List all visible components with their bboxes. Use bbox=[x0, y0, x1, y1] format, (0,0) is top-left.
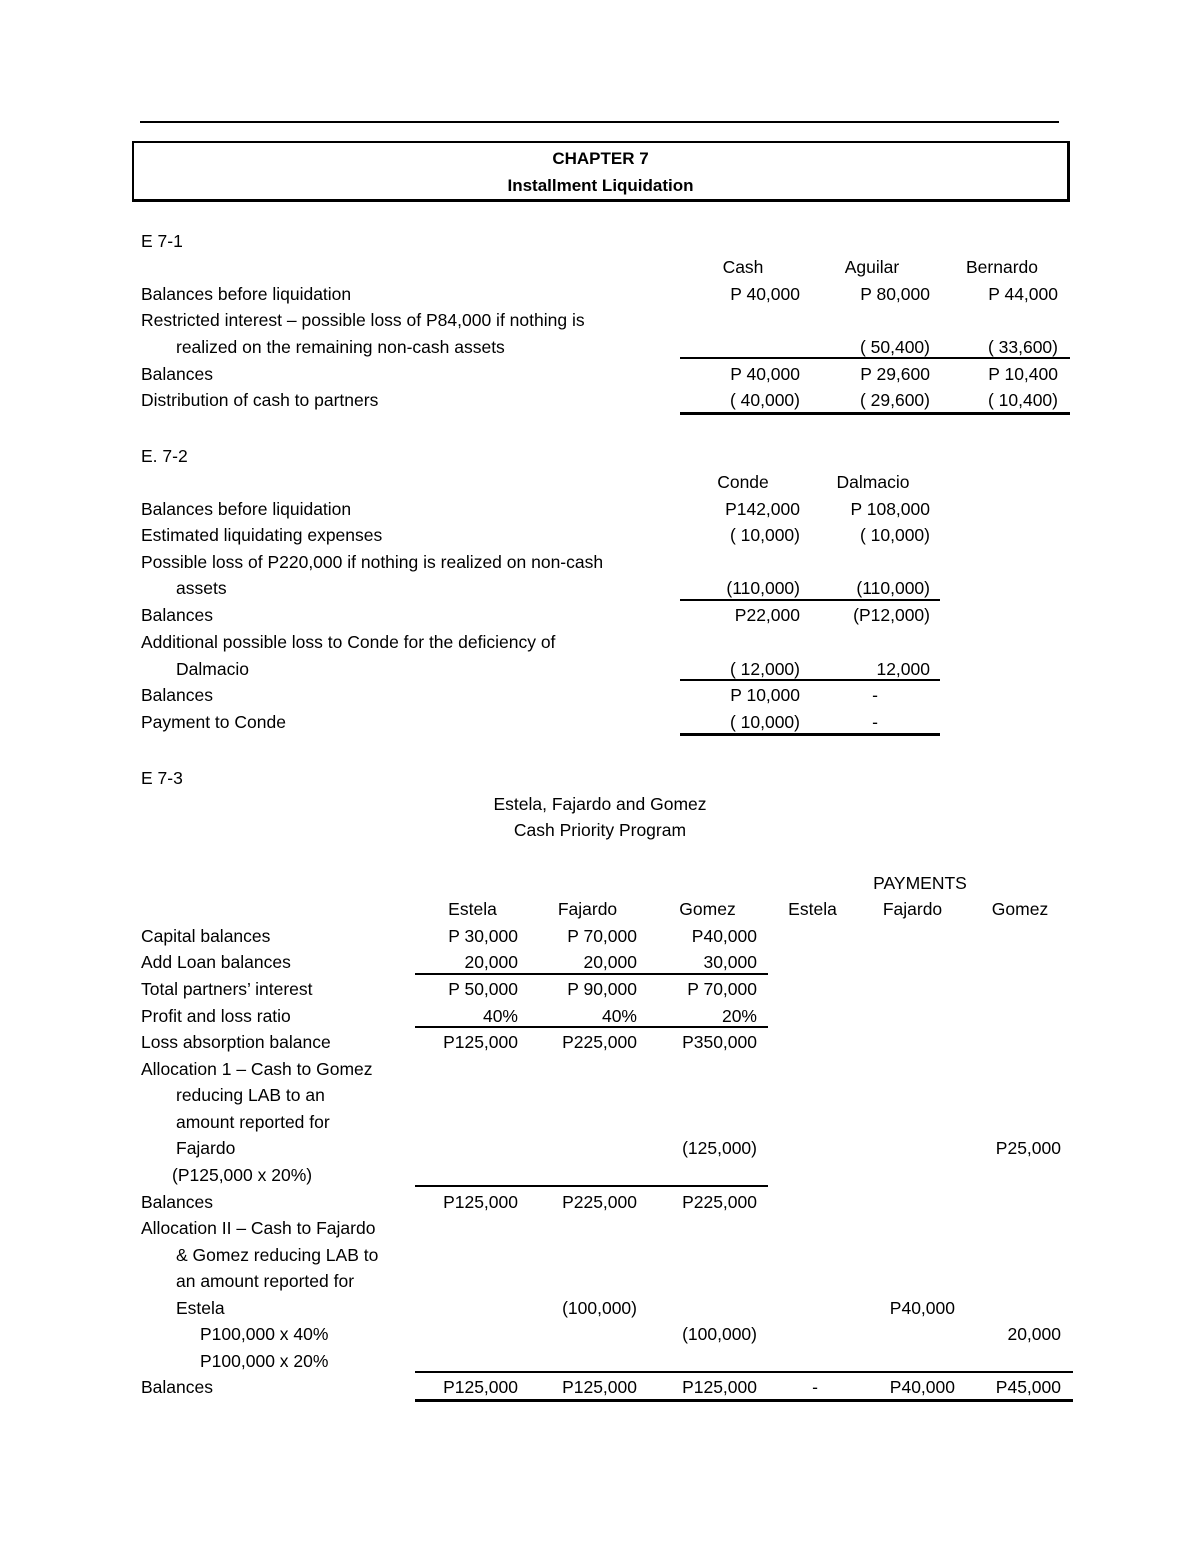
e73-col-pay-estela: Estela bbox=[788, 899, 837, 919]
e72-row-label: Estimated liquidating expenses bbox=[141, 525, 383, 545]
e73-cell: 20,000 bbox=[1007, 1324, 1061, 1344]
e73-row-label: Balances bbox=[141, 1192, 213, 1212]
e73-row-label: Allocation 1 – Cash to Gomez bbox=[141, 1059, 373, 1079]
e73-subtitle: Cash Priority Program bbox=[513, 820, 687, 840]
e72-col-conde: Conde bbox=[717, 472, 769, 492]
e73-row-label: reducing LAB to an bbox=[176, 1085, 325, 1105]
e73-cell: 20,000 bbox=[583, 952, 637, 972]
e71-cell: P 10,400 bbox=[988, 364, 1058, 384]
e73-row-label: Allocation II – Cash to Fajardo bbox=[141, 1218, 376, 1238]
e73-cell: P40,000 bbox=[691, 926, 757, 946]
e73-cell: P40,000 bbox=[889, 1298, 955, 1318]
e72-total-rule bbox=[680, 733, 940, 736]
e73-cell: P 90,000 bbox=[567, 979, 637, 999]
e71-row-label: Balances before liquidation bbox=[141, 284, 352, 304]
e73-col-pay-fajardo: Fajardo bbox=[882, 899, 943, 919]
chapter-title: Installment Liquidation bbox=[507, 176, 694, 195]
e72-cell: P142,000 bbox=[725, 499, 800, 519]
e71-cell: P 80,000 bbox=[860, 284, 930, 304]
e71-cell: P 40,000 bbox=[730, 284, 800, 304]
e72-cell: ( 12,000) bbox=[729, 659, 800, 679]
e71-col-cash: Cash bbox=[722, 257, 764, 277]
e73-subtotal-rule bbox=[415, 1185, 768, 1187]
e73-cell: P125,000 bbox=[562, 1377, 637, 1397]
e71-col-bernardo: Bernardo bbox=[966, 257, 1038, 277]
e72-cell: P22,000 bbox=[734, 605, 800, 625]
e73-cell: P 70,000 bbox=[567, 926, 637, 946]
e73-row-label: Balances bbox=[141, 1377, 213, 1397]
e73-cell: 40% bbox=[601, 1006, 637, 1026]
e71-label: E 7-1 bbox=[141, 231, 183, 251]
e72-label: E. 7-2 bbox=[141, 446, 188, 466]
e73-row-label: Estela bbox=[176, 1298, 225, 1318]
e73-cell: 20% bbox=[721, 1006, 757, 1026]
e71-row-label: Balances bbox=[141, 364, 213, 384]
e72-row-label: Payment to Conde bbox=[141, 712, 286, 732]
e73-total-rule bbox=[415, 1399, 1073, 1402]
e73-row-label: Profit and loss ratio bbox=[141, 1006, 291, 1026]
e73-cell: P40,000 bbox=[889, 1377, 955, 1397]
e71-cell: P 29,600 bbox=[860, 364, 930, 384]
e71-col-aguilar: Aguilar bbox=[844, 257, 900, 277]
e72-cell: ( 10,000) bbox=[859, 525, 930, 545]
e72-cell: (110,000) bbox=[726, 578, 800, 598]
e73-cell: P 70,000 bbox=[687, 979, 757, 999]
e73-cell: (125,000) bbox=[682, 1138, 757, 1158]
e73-row-label: P100,000 x 20% bbox=[200, 1351, 329, 1371]
e71-row-label: realized on the remaining non-cash assets bbox=[176, 337, 505, 357]
e71-cell: ( 33,600) bbox=[987, 337, 1058, 357]
e71-cell: ( 40,000) bbox=[729, 390, 800, 410]
e73-row-label: Loss absorption balance bbox=[141, 1032, 331, 1052]
e72-cell: P 10,000 bbox=[730, 685, 800, 705]
e73-cell: P225,000 bbox=[562, 1192, 637, 1212]
e72-cell: - bbox=[872, 685, 878, 705]
e73-cell: P25,000 bbox=[995, 1138, 1061, 1158]
e72-row-label: Dalmacio bbox=[176, 659, 249, 679]
e72-col-dalmacio: Dalmacio bbox=[836, 472, 910, 492]
e72-cell: 12,000 bbox=[876, 659, 930, 679]
e73-cell: 20,000 bbox=[464, 952, 518, 972]
e73-col-fajardo: Fajardo bbox=[557, 899, 618, 919]
e73-row-label: Fajardo bbox=[176, 1138, 236, 1158]
e71-cell: P 44,000 bbox=[988, 284, 1058, 304]
e73-cell: P125,000 bbox=[443, 1377, 518, 1397]
e72-subtotal-rule bbox=[680, 679, 940, 681]
e73-cell: P 30,000 bbox=[448, 926, 518, 946]
e73-row-label: amount reported for bbox=[176, 1112, 330, 1132]
e73-cell: P45,000 bbox=[995, 1377, 1061, 1397]
e73-cell: (100,000) bbox=[682, 1324, 757, 1344]
chapter-label: CHAPTER 7 bbox=[552, 149, 649, 168]
e73-row-label: P100,000 x 40% bbox=[200, 1324, 329, 1344]
e73-row-label: Add Loan balances bbox=[141, 952, 291, 972]
e73-row-label: (P125,000 x 20%) bbox=[172, 1165, 313, 1185]
e73-label: E 7-3 bbox=[141, 768, 183, 788]
e72-row-label: assets bbox=[176, 578, 227, 598]
e72-row-label: Possible loss of P220,000 if nothing is realized on non-cash bbox=[141, 552, 604, 572]
e72-cell: (P12,000) bbox=[853, 605, 930, 625]
e72-cell: P 108,000 bbox=[850, 499, 930, 519]
e73-payments-label: PAYMENTS bbox=[873, 873, 967, 893]
e71-cell: ( 29,600) bbox=[859, 390, 930, 410]
e72-row-label: Balances bbox=[141, 605, 213, 625]
e71-cell: ( 50,400) bbox=[859, 337, 930, 357]
chapter-title-box bbox=[132, 141, 1070, 202]
e73-cell: P225,000 bbox=[682, 1192, 757, 1212]
e71-cell: P 40,000 bbox=[730, 364, 800, 384]
e72-cell: ( 10,000) bbox=[729, 525, 800, 545]
e73-col-estela: Estela bbox=[448, 899, 497, 919]
e73-col-pay-gomez: Gomez bbox=[991, 899, 1049, 919]
e73-row-label: & Gomez reducing LAB to bbox=[176, 1245, 379, 1265]
e73-row-label: an amount reported for bbox=[176, 1271, 355, 1291]
e73-cell: P125,000 bbox=[443, 1192, 518, 1212]
top-rule bbox=[140, 121, 1059, 123]
e73-subtotal-rule bbox=[415, 1026, 768, 1028]
e72-row-label: Balances bbox=[141, 685, 213, 705]
e73-title: Estela, Fajardo and Gomez bbox=[493, 794, 707, 814]
e71-row-label: Distribution of cash to partners bbox=[141, 390, 379, 410]
e73-cell: P125,000 bbox=[443, 1032, 518, 1052]
e73-subtotal-rule bbox=[415, 1371, 1073, 1373]
e72-cell: (110,000) bbox=[856, 578, 930, 598]
e72-subtotal-rule bbox=[680, 599, 940, 601]
e72-row-label: Balances before liquidation bbox=[141, 499, 352, 519]
e73-cell: (100,000) bbox=[562, 1298, 637, 1318]
e72-cell: - bbox=[872, 712, 878, 732]
e73-row-label: Total partners’ interest bbox=[141, 979, 313, 999]
e73-cell: P350,000 bbox=[682, 1032, 757, 1052]
e72-row-label: Additional possible loss to Conde for the deficiency of bbox=[141, 632, 556, 652]
e73-col-gomez: Gomez bbox=[679, 899, 736, 919]
e73-cell: P125,000 bbox=[682, 1377, 757, 1397]
e71-cell: ( 10,400) bbox=[987, 390, 1058, 410]
e73-cell: 40% bbox=[482, 1006, 518, 1026]
e73-cell: 30,000 bbox=[703, 952, 757, 972]
e73-row-label: Capital balances bbox=[141, 926, 271, 946]
e71-row-label: Restricted interest – possible loss of P84,000 if nothing is bbox=[141, 310, 585, 330]
e72-cell: ( 10,000) bbox=[729, 712, 800, 732]
e71-subtotal-rule bbox=[680, 357, 1070, 359]
e73-cell: P 50,000 bbox=[448, 979, 518, 999]
e71-total-rule bbox=[680, 412, 1070, 415]
e73-cell: P225,000 bbox=[562, 1032, 637, 1052]
e73-subtotal-rule bbox=[415, 973, 768, 975]
e73-cell: - bbox=[812, 1377, 818, 1397]
